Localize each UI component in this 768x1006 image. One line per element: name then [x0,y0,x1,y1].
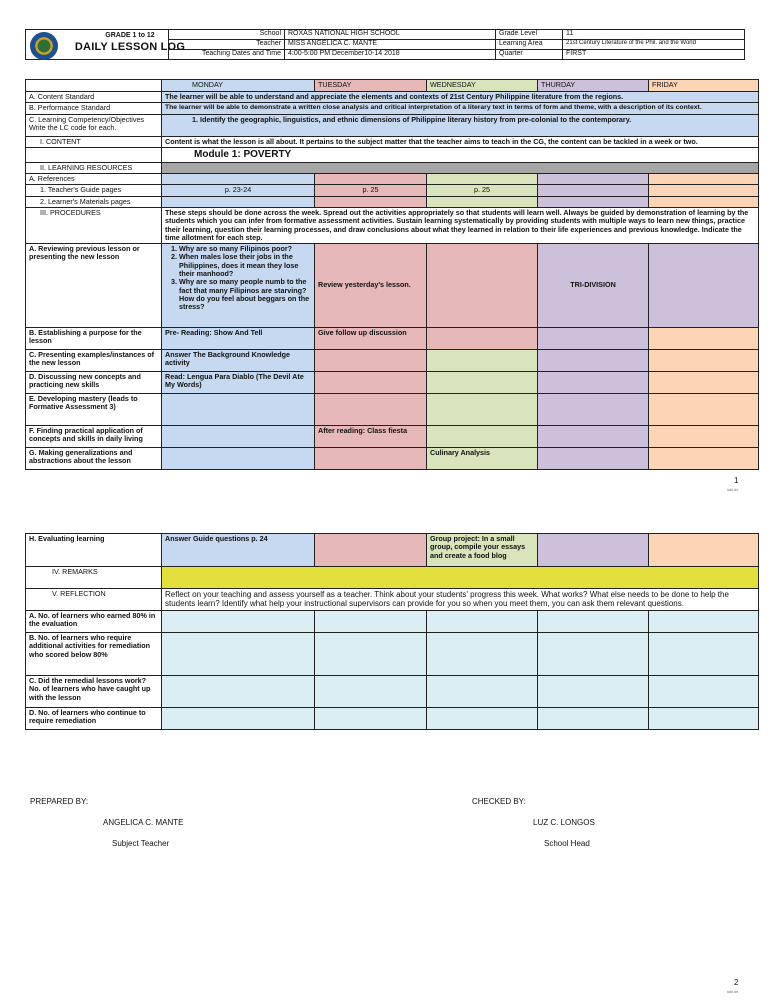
question-3: 3. Why are so many people numb to the fact that many Filipinos are starving? How do you feel about beggars on the stress? [179,278,311,311]
learning-resources-label: II. LEARNING RESOURCES [26,162,162,173]
proc-b-tuesday: Give follow up discussion [315,328,427,350]
teacher-value: MISS ANGELICA C. MANTE [285,40,496,50]
page-mark-2: ioki.dx [727,989,739,994]
day-header-row [26,80,759,92]
procedures-text: These steps should be done across the week. Spread out the activities appropriately so that students will learn well. Always be guided by demonstration of learning by the students which you can infer from formative assessment activities. Sustain learning systematically by providing students with multiple ways to learn new things, practice their learning, question their learning processes, and draw conclusions about what they learned in relation to their life experiences and previous knowledge. Indicate the time allotment for each step. [162,207,759,243]
reflection-d-label: D. No. of learners who continue to require remediation [26,708,162,730]
lesson-table [25,79,759,470]
proc-c-monday: Answer The Background Knowledge activity [162,350,315,372]
references-label: A. References [26,174,162,185]
proc-b-monday: Pre- Reading: Show And Tell [162,328,315,350]
prepared-role: Subject Teacher [112,839,170,848]
question-1: 1. Why are so many Filipinos poor? [179,245,311,253]
proc-g-wednesday: Culinary Analysis [427,448,538,470]
teachers-guide-label: 1. Teacher's Guide pages [26,185,162,196]
checked-name: LUZ C. LONGOS [533,818,595,827]
proc-b-label: B. Establishing a purpose for the lesson [26,328,162,350]
learners-materials-label: 2. Learner's Materials pages [26,196,162,207]
teacher-label: Teacher [169,40,285,50]
page-title: DAILY LESSON LOG [74,41,186,53]
day-wednesday: WEDNESDAY [427,80,538,92]
proc-c-label: C. Presenting examples/instances of the new lesson [26,350,162,372]
tg-tuesday: p. 25 [315,185,427,196]
day-friday: FRIDAY [649,80,759,92]
performance-standard-label: B. Performance Standard [26,103,162,114]
content-standard-text: The learner will be able to understand and appreciate the elements and contexts of 21st Century Philippine literature from the regions. [162,92,759,103]
day-thursday: THURDAY [538,80,649,92]
proc-f-tuesday: After reading: Class fiesta [315,426,427,448]
quarter-label: Quarter [496,50,563,60]
school-value: ROXAS NATIONAL HIGH SCHOOL [285,30,496,40]
deped-seal-icon [30,32,58,60]
competency-label: C. Learning Competency/Objectives Write the LC code for each. [26,114,162,136]
proc-f-label: F. Finding practical application of concepts and skills in daily living [26,426,162,448]
proc-d-monday: Read: Lengua Para Diablo (The Devil Ate My Words) [162,372,315,394]
reflection-label: V. REFLECTION [26,589,162,611]
module-title: Module 1: POVERTY [162,147,759,162]
tg-wednesday: p. 25 [427,185,538,196]
proc-a-tuesday: Review yesterday's lesson. [315,244,427,328]
reflection-text: Reflect on your teaching and assess yourself as a teacher. Think about your students' progress this week. What works? What else needs to be done to help the students learn? Identify what help your instructional supervisors can provide for you so when you meet them, you can ask them relevant questions. [162,589,759,611]
day-tuesday: TUESDAY [315,80,427,92]
checked-by-label: CHECKED BY: [472,797,526,806]
school-label: School [169,30,285,40]
remarks-label: IV. REMARKS [26,567,162,589]
evaluation-table [25,533,759,730]
competency-text: 1. Identify the geographic, linguistics, and ethnic dimensions of Philippine literary history from pre-colonial to the contemporary. [162,114,759,136]
dates-label: Teaching Dates and Time [169,50,285,60]
remarks-bar [162,567,759,589]
content-text: Content is what the lesson is all about. It pertains to the subject matter that the teacher aims to teach in the CG, the content can be tackled in a week or two. [162,136,759,147]
reflection-b-label: B. No. of learners who require additional activities for remediation who scored below 80% [26,633,162,676]
reflection-a-label: A. No. of learners who earned 80% in the evaluation [26,611,162,633]
quarter-value: FIRST [563,50,745,60]
content-label: I. CONTENT [26,136,162,147]
eval-monday: Answer Guide questions p. 24 [162,534,315,567]
prepared-name: ANGELICA C. MANTE [103,818,184,827]
content-standard-label: A. Content Standard [26,92,162,103]
proc-d-label: D. Discussing new concepts and practicing new skills [26,372,162,394]
checked-role: School Head [544,839,590,848]
grade-level-value: 11 [563,30,745,40]
performance-standard-text: The learner will be able to demonstrate a written close analysis and critical interpretation of a literary text in terms of form and theme, with a description of its context. [162,103,759,114]
proc-g-label: G. Making generalizations and abstractions about the lesson [26,448,162,470]
day-monday: MONDAY [162,80,315,92]
header-table [25,29,745,60]
grade-range: GRADE 1 to 12 [105,32,155,39]
question-2: 2. When males lose their jobs in the Philippines, does it mean they lose their manhood? [179,253,311,278]
dates-value: 4:00-5:00 PM December10-14 2018 [285,50,496,60]
proc-a-monday [162,244,315,328]
grade-level-label: Grade Level [496,30,563,40]
learning-resources-bar [162,162,759,173]
proc-e-label: E. Developing mastery (leads to Formative Assessment 3) [26,394,162,426]
header-title-cell [26,30,186,60]
eval-label: H. Evaluating learning [26,534,162,567]
learning-area-label: Learning Area [496,40,563,50]
proc-a-label: A. Reviewing previous lesson or presenting the new lesson [26,244,162,328]
learning-area-value: 21st Century Literature of the Phil. and the World [563,40,745,50]
reflection-c-label: C. Did the remedial lessons work? No. of learners who have caught up with the lesson [26,676,162,708]
page-number-1: 1 [734,476,739,485]
tg-monday: p. 23-24 [162,185,315,196]
proc-a-thursday: TRI-DIVISION [538,244,649,328]
page-number-2: 2 [734,978,739,987]
procedures-label: III. PROCEDURES [26,207,162,243]
page-mark-1: ioki.dx [727,487,739,492]
prepared-by-label: PREPARED BY: [30,797,89,806]
eval-wednesday: Group project: In a small group, compile your essays and create a food blog [427,534,538,567]
